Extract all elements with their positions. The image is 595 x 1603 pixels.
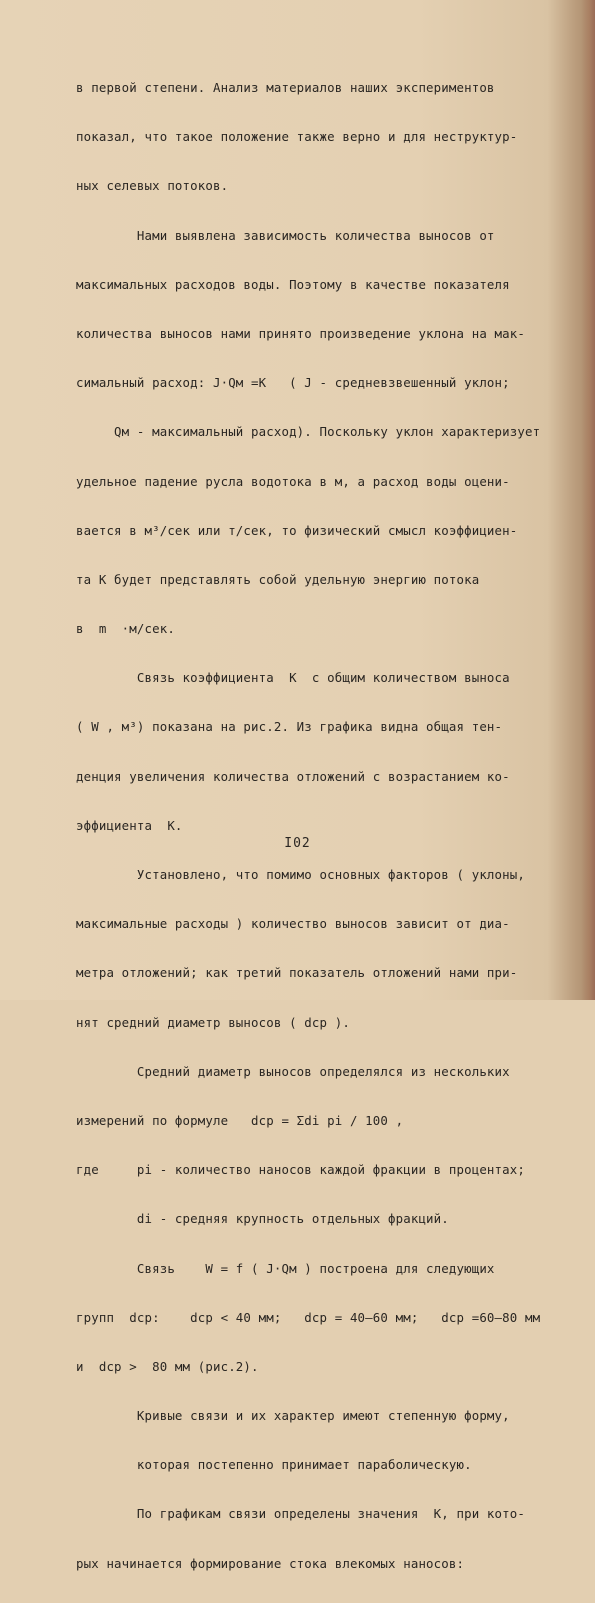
text-line: групп dср: dср < 40 мм; dср = 40–60 мм; dср =60–80 мм xyxy=(76,1309,541,1325)
text-line: денция увеличения количества отложений с возрастанием ко- xyxy=(76,768,510,784)
text-line: рых начинается формирование стока влекомых наносов: xyxy=(76,1555,465,1571)
text-line: метра отложений; как третий показатель отложений нами при- xyxy=(76,965,518,981)
text-line: Связь W = f ( J·Qм ) построена для следующих xyxy=(76,1260,495,1276)
text-line: та К будет представлять собой удельную энергию потока xyxy=(76,571,480,587)
text-line: которая постепенно принимает параболическую. xyxy=(76,1457,472,1473)
text-line: удельное падение русла водотока в м, а расход воды оцени- xyxy=(76,473,510,489)
text-line: Нами выявлена зависимость количества выносов от xyxy=(76,227,495,243)
text-line: максимальные расходы ) количество выносов зависит от диа- xyxy=(76,916,510,932)
formula-line: измерений по формуле dср = Σdi pi / 100 , xyxy=(76,1112,404,1128)
text-line: вается в м³/сек или т/сек, то физический смысл коэффициен- xyxy=(76,522,518,538)
text-line: Связь коэффициента К с общим количеством выноса xyxy=(76,670,510,686)
text-line: ных селевых потоков. xyxy=(76,178,229,194)
text-line: Средний диаметр выносов определялся из нескольких xyxy=(76,1063,510,1079)
text-line: эффициента К. xyxy=(76,817,183,833)
text-line: Qм - максимальный расход). Поскольку уклон характеризует xyxy=(76,424,541,440)
text-line: в m ·м/сек. xyxy=(76,621,175,637)
text-line: количества выносов нами принято произведение уклона на мак- xyxy=(76,325,525,341)
text-line: и dср > 80 мм (рис.2). xyxy=(76,1358,259,1374)
text-line: di - средняя крупность отдельных фракций. xyxy=(76,1211,449,1227)
text-line: показал, что такое положение также верно и для неструктур- xyxy=(76,129,518,145)
text-line: где pi - количество наносов каждой фракции в процентах; xyxy=(76,1162,525,1178)
text-line: симальный расход: J·Qм =K ( J - средневзвешенный уклон; xyxy=(76,375,510,391)
text-line: максимальных расходов воды. Поэтому в качестве показателя xyxy=(76,276,510,292)
text-line: Кривые связи и их характер имеют степенную форму, xyxy=(76,1408,510,1424)
text-line: Установлено, что помимо основных факторов ( уклоны, xyxy=(76,867,525,882)
page-number: I02 xyxy=(284,836,311,851)
body-text xyxy=(76,48,576,1603)
text-line: нят средний диаметр выносов ( dср ). xyxy=(76,1014,350,1030)
text-line: ( W , м³) показана на рис.2. Из графика видна общая тен- xyxy=(76,719,503,735)
text-line: По графикам связи определены значения К, при кото- xyxy=(76,1506,525,1522)
text-line: в первой степени. Анализ материалов наших экспериментов xyxy=(76,80,495,95)
